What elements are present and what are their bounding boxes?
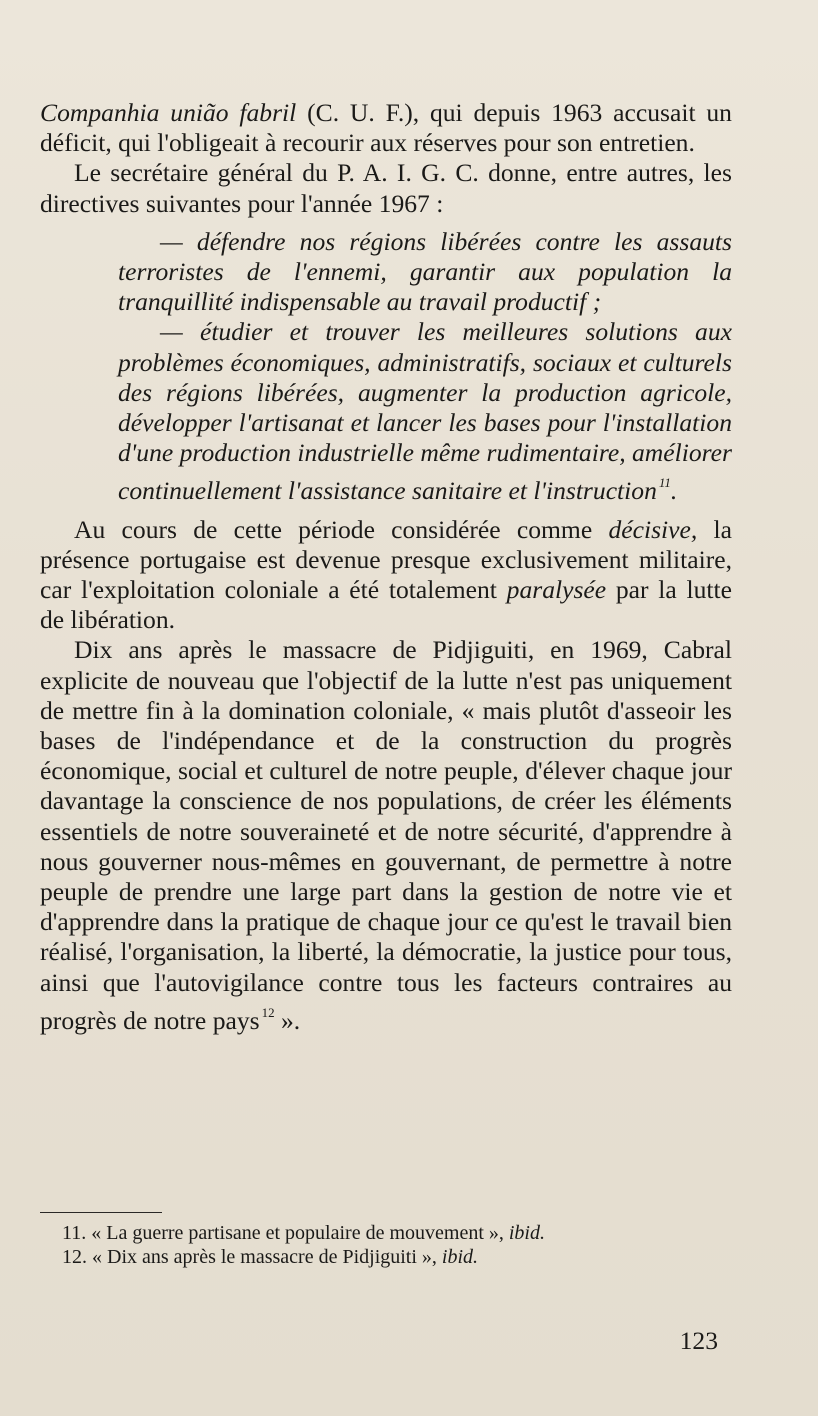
footnote-12-ibid: ibid. [441,1246,479,1268]
directive-2-end: . [670,476,678,506]
footnote-12-text: 12. « Dix ans après le massacre de Pidjiguiti », [62,1246,442,1268]
paragraph-4-text: Dix ans après le massacre de Pidjiguiti, en 1969, Cabral explicite de nouveau que l'objectif de la lutte n'est pas uniquement de mettre fin à la domination coloniale, « mais plutôt d'asseoir les bases de l'indépendance et de la construction du progrès économique, social et culturel de notre peuple, d'élever chaque jour davantage la conscience de nos populations, de créer les éléments essentiels de notre souveraineté et de notre sécurité, d'apprendre à nous gouverner nous-mêmes en gouvernant, de permettre à notre peuple de prendre une large part dans la gestion de notre vie et d'apprendre dans la pratique de chaque jour ce qu'est le travail bien réalisé, l'organisation, la liberté, la démocratie, la justice pour tous, ainsi que l'autovigilance contre tous les facteurs contraires au progrès de notre pays [40,635,732,1035]
footnote-11-text: 11. « La guerre partisane et populaire de mouvement », [62,1222,509,1244]
body-text [40,98,732,1036]
paragraph-2: Le secrétaire général du P. A. I. G. C. donne, entre autres, les directives suivantes pour l'année 1967 : [40,158,732,218]
footnote-divider [40,1212,162,1213]
footnote-11 [40,1221,722,1245]
company-name: Companhia união fabril [40,98,297,127]
paragraph-3-text-c: par la lutte de libération. [40,575,732,635]
paragraph-1 [40,98,732,158]
paragraph-3-text-a: Au cours de cette période considérée comme [74,514,609,544]
footnote-11-ibid: ibid. [508,1222,545,1244]
paragraph-3 [40,515,732,636]
directives-quote [118,227,732,507]
footnotes [40,1221,722,1269]
paragraph-1-text: (C. U. F.), qui depuis 1963 accusait un déficit, qui l'obligeait à recourir aux réserves pour son entretien. [40,98,732,158]
footnote-ref-12: 12 [261,1004,275,1020]
footnote-ref-11: 11 [658,475,671,491]
footnote-12 [40,1245,722,1269]
paragraph-3-text-b: la présence portugaise est devenue presque exclusivement militaire, car l'exploitation coloniale a été totalement [40,514,732,605]
paragraph-4 [40,635,732,1036]
directive-2-text: — étudier et trouver les meilleures solutions aux problèmes économiques, administratifs, sociaux et culturels des régions libérées, augmenter la production agricole, développer l'artisanat et lancer les bases pour l'installation d'une production industrielle même rudimentaire, améliorer continuellement l'assistance sanitaire et l'instruction [118,317,732,506]
directive-1: — défendre nos régions libérées contre les assauts terroristes de l'ennemi, garantir aux population la tranquillité indispensable au travail productif ; [118,226,732,317]
paragraph-4-end: ». [274,1005,301,1035]
paragraph-3-italic-a: décisive, [608,514,698,544]
page-number: 123 [679,1326,718,1355]
paragraph-3-italic-b: paralysée [506,575,607,605]
directive-2 [118,317,732,506]
